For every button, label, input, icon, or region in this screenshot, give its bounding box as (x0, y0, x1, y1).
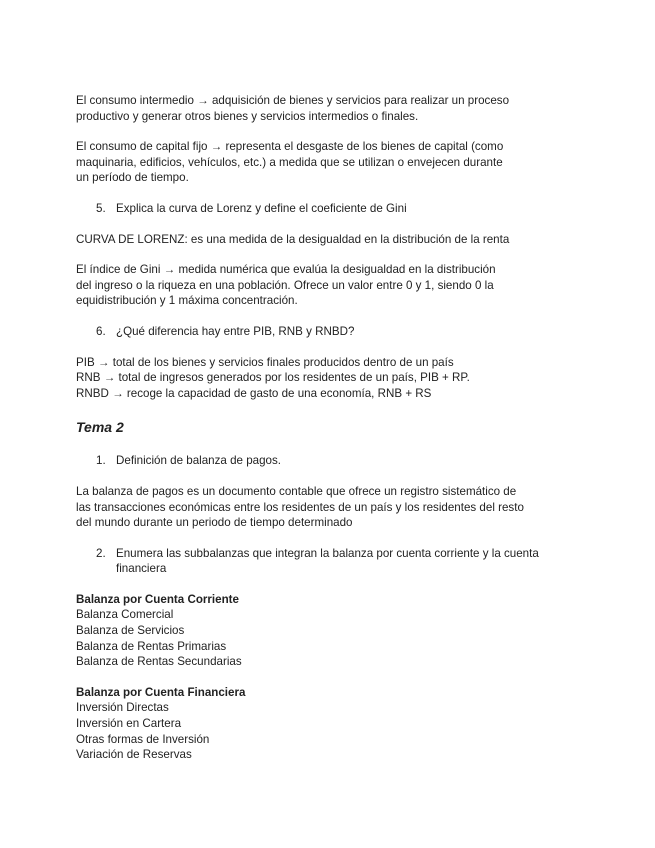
document-page (76, 93, 556, 763)
text-line: productivo y generar otros bienes y servicios intermedios o finales. (76, 109, 419, 123)
question-text: financiera (116, 562, 167, 576)
tema2-question-1 (76, 453, 556, 469)
list-item: Inversión Directas (76, 701, 169, 715)
lorenz-paragraph: CURVA DE LORENZ: es una medida de la desigualdad en la distribución de la renta (76, 232, 510, 246)
question-text: Definición de balanza de pagos. (116, 454, 282, 468)
question-text: Explica la curva de Lorenz y define el coeficiente de Gini (116, 201, 407, 215)
question-text: Enumera las subbalanzas que integran la balanza por cuenta corriente y la cuenta (116, 546, 539, 560)
text-line: El consumo intermedio → adquisición de bienes y servicios para realizar un proceso (76, 94, 510, 107)
text-line: un período de tiempo. (76, 171, 189, 185)
cuenta-corriente-block (76, 592, 556, 670)
text-line: El índice de Gini → medida numérica que evalúa la desigualdad en la distribución (76, 263, 496, 277)
question-6 (76, 324, 556, 340)
text-line: RNBD → recoge la capacidad de gasto de una economía, RNB + RS (76, 386, 432, 400)
list-item: Balanza de Rentas Primarias (76, 639, 227, 653)
list-number: 5. (96, 201, 106, 215)
list-item: Otras formas de Inversión (76, 732, 210, 746)
text-line: maquinaria, edificios, vehículos, etc.) a medida que se utilizan o envejecen durante (76, 155, 503, 169)
consumo-intermedio-paragraph (76, 93, 556, 124)
text-line: La balanza de pagos es un documento contable que ofrece un registro sistemático de (76, 484, 517, 498)
text-line: las transacciones económicas entre los residentes de un país y los residentes del resto (76, 500, 524, 514)
cuenta-corriente-title: Balanza por Cuenta Corriente (76, 592, 239, 606)
tema2-question-2 (76, 546, 556, 577)
text-line: RNB → total de ingresos generados por los residentes de un país, PIB + RP. (76, 371, 470, 385)
text-line: del mundo durante un periodo de tiempo determinado (76, 516, 353, 530)
text-line: El consumo de capital fijo → representa el desgaste de los bienes de capital (como (76, 140, 504, 154)
consumo-capital-paragraph (76, 139, 556, 186)
list-number: 2. (96, 546, 106, 560)
list-number: 1. (96, 454, 106, 468)
cuenta-financiera-block (76, 685, 556, 763)
tema-heading: Tema 2 (76, 419, 124, 436)
list-item: Balanza de Servicios (76, 624, 185, 638)
list-item: Inversión en Cartera (76, 717, 182, 731)
pib-rnb-paragraph (76, 355, 556, 402)
list-item: Variación de Reservas (76, 748, 192, 762)
list-item: Balanza Comercial (76, 608, 174, 622)
text-line: equidistribución y 1 máxima concentración. (76, 294, 298, 308)
question-5 (76, 201, 556, 217)
cuenta-financiera-title: Balanza por Cuenta Financiera (76, 685, 246, 699)
text-line: PIB → total de los bienes y servicios finales producidos dentro de un país (76, 355, 454, 369)
balanza-definition-paragraph (76, 484, 556, 531)
list-item: Balanza de Rentas Secundarias (76, 655, 242, 669)
gini-paragraph (76, 262, 556, 309)
list-number: 6. (96, 324, 106, 338)
text-line: del ingreso o la riqueza en una población. Ofrece un valor entre 0 y 1, siendo 0 la (76, 278, 494, 292)
question-text: ¿Qué diferencia hay entre PIB, RNB y RNBD? (116, 324, 355, 338)
